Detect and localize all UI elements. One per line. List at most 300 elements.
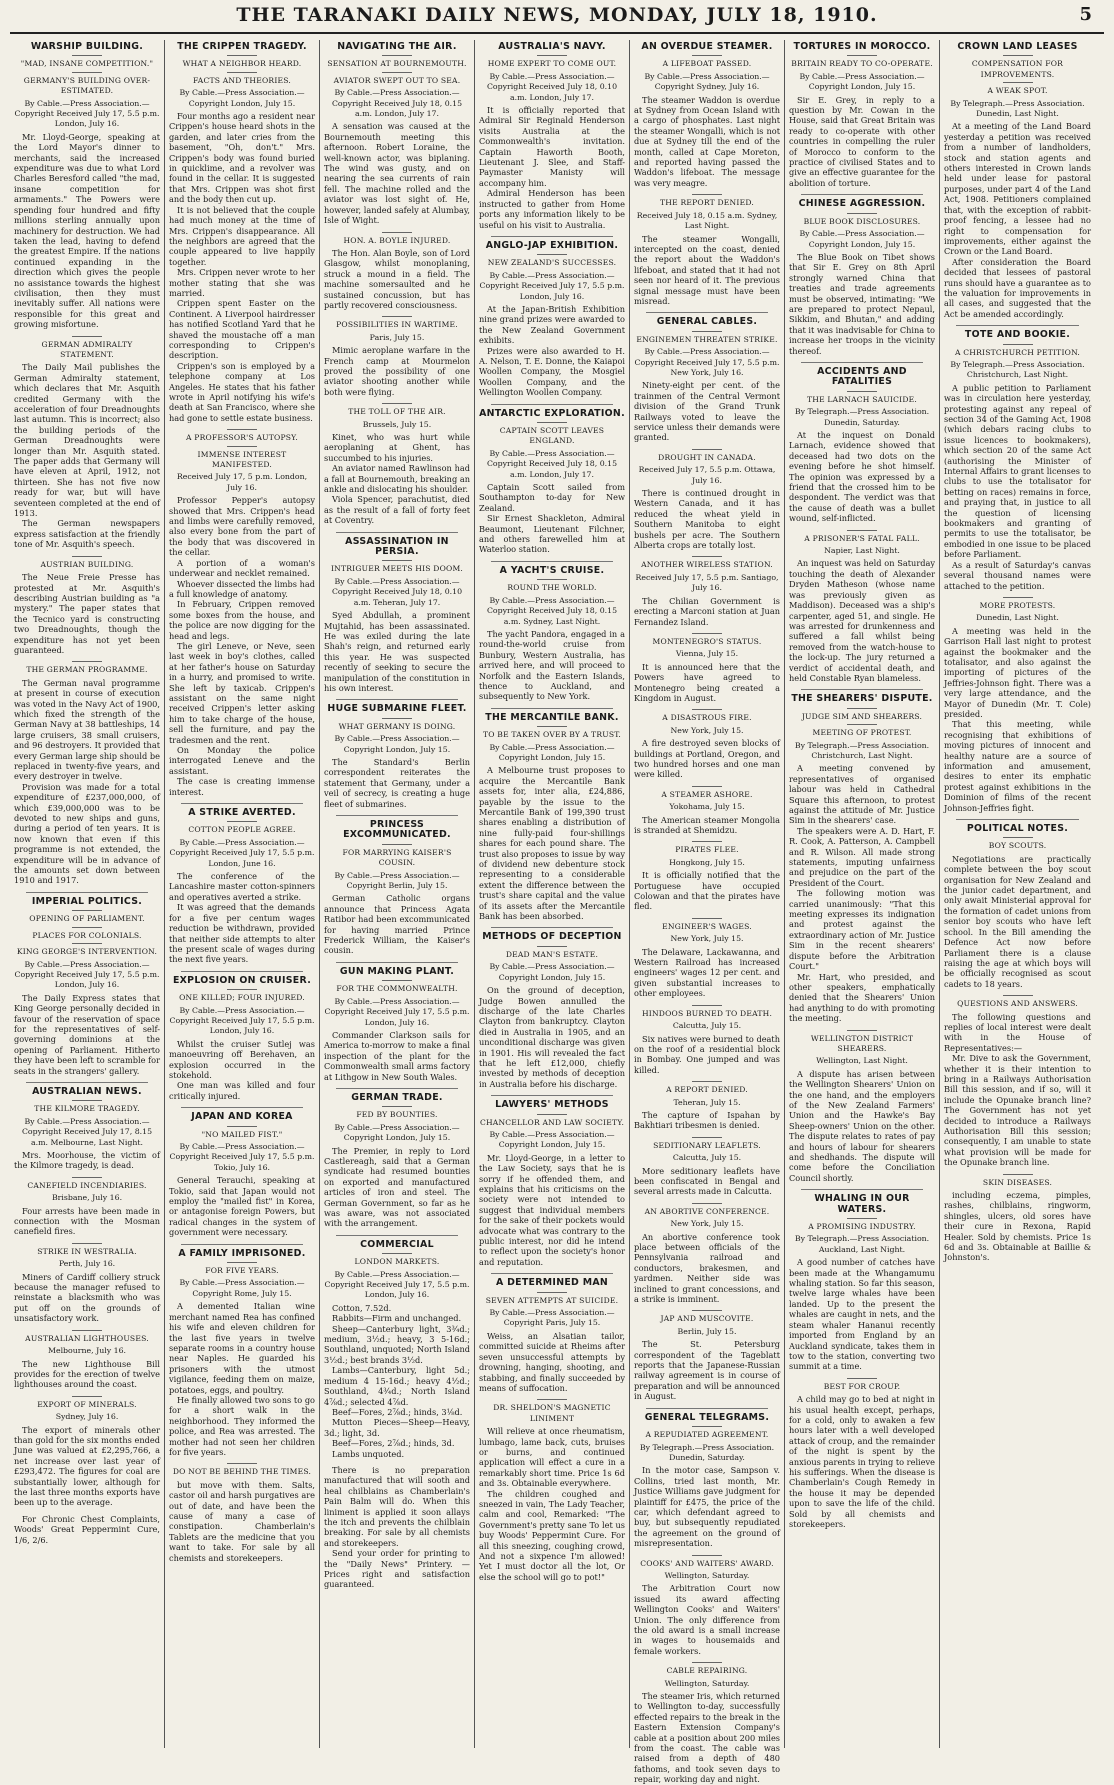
story-paragraph: A public petition to Parliament was in circulation here yesterday, protesting against any repeal of section 34 of the Gaming Act, 1908 (which debars racing clubs to issue licences to bookmakers), which section 20 of the same Act (authorising the Minister of Internal Affairs to grant licenses to clubs to use the totalisator for betting on races) remains in force, and praying that, in justice to all the question of licensing bookmakers and granting of permits to use the totalisator, be embodied in one issue to be placed before Parliament. — [944, 382, 1091, 560]
story-paragraph: Whilst the cruiser Sutlej was manoeuvring off Berehaven, an explosion occurred in the stokehold. — [169, 1038, 315, 1080]
story-paragraph: Sheep—Canterbury light, 3¾d.; medium, 3½d.; heavy, 3 5-16d.; Southland, unquoted; North Island 3½d.; best brands 3½d. — [324, 1323, 470, 1365]
story — [634, 918, 780, 999]
story — [324, 1235, 470, 1459]
story-paragraph: Six natives were burned to death on the roof of a residential block in Bombay. One jumped and was killed. — [634, 1033, 780, 1075]
story-dateline: By Telegraph.—Press Association. Christchurch, Last Night. — [950, 359, 1085, 380]
story-subheading: SEVEN ATTEMPTS AT SUICIDE. — [479, 1292, 625, 1306]
story-paragraph: The Standard's Berlin correspondent reiterates the statement that Germany, under a veil of secrecy, is creating a huge fleet of submarines. — [324, 756, 470, 809]
story-paragraph: German Catholic organs announce that Princess Agata Ratibor had been excommunicated for having married Prince Frederick William, the Kaiser's cousin. — [324, 893, 470, 956]
story-separator — [491, 404, 613, 405]
story-paragraph: The St. Petersburg correspondent of the Tageblatt reports that the Japanese-Russian railway agreement is in course of preparation and will be announced in August. — [634, 1339, 780, 1402]
story-paragraph: A Melbourne trust proposes to acquire the Mercantile Bank assets for, inter alia, £24,886, payable by the issue to the Mercantile Bank of 199,390 trust shares enabling a distribution of nine fully-paid four-shillings shares for each pound share. The trust also proposes to issue by way of dividend new debenture stock representing to a considerable extent the difference between the trust's share capital and the value of its assets after the Mercantile Bank has been absorbed. — [479, 765, 625, 922]
story-paragraph: including eczema, pimples, rashes, chilblains, ringworm, shingles, ulcers, old sores have their cure in Rexona, Rapid Healer. Sold by chemists. Price 1s 6d and 3s. Obtainable at Baillie & Johnston's. — [944, 1190, 1091, 1263]
story — [324, 42, 470, 226]
story — [14, 1396, 160, 1508]
column-6 — [785, 40, 940, 1748]
story — [789, 42, 935, 188]
story-separator — [491, 1273, 613, 1274]
story-paragraph: The conference of the Lancashire master cotton-spinners and operatives averted a strike. — [169, 871, 315, 902]
story-paragraph: The new Lighthouse Bill provides for the erection of twelve lighthouses around the coast. — [14, 1358, 160, 1390]
story — [944, 325, 1091, 591]
story — [169, 429, 315, 797]
story-dateline: By Cable.—Press Association.—Copyright Received July 17, 5.5 p.m. London, July 16. — [169, 1005, 315, 1036]
story — [789, 194, 935, 356]
story-paragraph: In February, Crippen removed some boxes from the house, and the police are now digging for the head and legs. — [169, 599, 315, 641]
story-headline: HUGE SUBMARINE FLEET. — [327, 703, 467, 715]
story-dateline: By Telegraph.—Press Association. Dunedin, Saturday. — [794, 407, 930, 427]
story — [14, 1177, 160, 1237]
story-paragraph: The steamer Iris, which returned to Wellington to-day, successfully effected repairs to the break in the Eastern Extension Company's cable at a position about 200 miles from the coast. The cable was raised from a depth of 480 fathoms, and took seven days to repair, working day and night. — [634, 1691, 780, 1785]
story-dateline: By Cable.—Press Association.—Copyright Received July 18, 0.10 a.m. London, July 17. — [486, 71, 618, 102]
story-paragraph: A meeting was held in the Garrison Hall last night to protest against the bookmaker and the totalisator, and also against the importing of pictures of the Jeffries-Johnson fight. There was a very large attendance, and the Mayor of Dunedin (Mr. T. Cole) presided. — [944, 625, 1091, 719]
story-dateline: Received July 17, 5.5 p.m. Ottawa, July 16. — [638, 465, 776, 485]
story-subheading: "MAD, INSANE COMPETITION." — [14, 55, 160, 69]
story-headline: LAWYERS' METHODS — [495, 1099, 609, 1111]
story-paragraph: The children coughed and sneezed in vain, The Lady Teacher, calm and cool, Remarked: "The Government's pretty sane To let us buy Woods' Peppermint Cure. For all this sneezing, coughing crowd, And not a sixpence I'm allowed! Yet I must doctor all the lot, Or else the school will go to pot!" — [479, 1488, 625, 1582]
story — [14, 1082, 160, 1171]
story-separator — [491, 236, 613, 237]
story-paragraph: Beef—Fores, 2⅞d.; hinds, 3d. — [332, 1438, 455, 1449]
page-number: 5 — [1079, 4, 1092, 25]
story-paragraph: Professor Pepper's autopsy showed that Mrs. Crippen's head and limbs were carefully removed, also every bone from the part of the body that was discovered in the cellar. — [169, 495, 315, 558]
story-paragraph: Will relieve at once rheumatism, lumbago, lame back, cuts, bruises or burns, and continued application will effect a cure in a remarkably short time. Price 1s 6d and 3s. Obtainable everywhere. — [479, 1426, 625, 1489]
story-headline: METHODS OF DECEPTION — [482, 931, 622, 943]
story-dateline: By Cable.—Press Association.—Copyright Received July 17, 5.5 p.m. London, June 16. — [169, 837, 315, 868]
story-headline: GERMAN TRADE. — [351, 1091, 443, 1103]
story-headline: A YACHT'S CRUISE. — [499, 564, 605, 576]
story — [634, 1005, 780, 1075]
story-paragraph: Weiss, an Alsatian tailor, committed suicide at Rheims after seven unsuccessful attempts by drowning, hanging, shooting, and stabbing, and finally succeeded by means of suffocation. — [479, 1330, 625, 1393]
story-subheading: A REPORT DENIED. — [634, 1081, 780, 1095]
story-subheading: AUSTRIAN BUILDING. — [14, 556, 160, 570]
story-separator — [336, 1235, 458, 1236]
story-subheading: A DISASTROUS FIRE. — [634, 709, 780, 723]
story-separator — [336, 532, 458, 533]
story-headline: EXPLOSION ON CRUISER. — [172, 974, 312, 986]
story-paragraph: The Premier, in reply to Lord Castlereagh, said that a German syndicate had resumed bounties on exported and manufactured articles of iron and steel. The German Government, so far as he was aware, was not associated with the arrangement. — [324, 1145, 470, 1229]
story-headline: AUSTRALIA'S NAVY. — [498, 41, 606, 52]
story-paragraph: A sensation was caused at the Bournemouth meeting this afternoon. Robert Loraine, the well-known actor, was biplaning. The wind was gusty, and on nearing the sea currents of rain fell. The machine rolled and the aviator was lost sight of. He, however, landed safely at Alumbay, Isle of Wight. — [324, 121, 470, 226]
story-subheading: MORE PROTESTS. — [944, 597, 1091, 611]
story-subheading: THE GERMAN PROGRAMME. — [14, 661, 160, 675]
story-subheading: THE TOLL OF THE AIR. — [324, 403, 470, 417]
story — [479, 1399, 625, 1582]
story-subheading: PIRATES FLEE. — [634, 841, 780, 855]
story-paragraph: The steamer Waddon is overdue at Sydney from Ocean Island with a cargo of phosphates. Last night the steamer Wongalli, which is not due at Sydney till the end of the month, called at Cape Moreton, and reported having passed the Waddon's lifeboat. The message was very meagre. — [634, 94, 780, 188]
story — [324, 403, 470, 525]
story-headline: WARSHIP BUILDING. — [30, 41, 144, 52]
story-subheading: BEST FOR CROUP. — [789, 1378, 935, 1392]
story-dateline: By Cable.—Press Association.—Copyright Berlin, July 15. — [334, 870, 460, 891]
story-subheading: SEDITIONARY LEAFLETS. — [634, 1137, 780, 1151]
story-dateline: By Cable.—Press Association.—Copyright London, July 15. — [489, 1129, 615, 1150]
story-subheading: HOME EXPERT TO COME OUT. — [479, 55, 625, 69]
story-subheading: FOR THE COMMONWEALTH. — [324, 980, 470, 994]
story-headline: THE CRIPPEN TRAGEDY. — [177, 41, 307, 52]
story-subheading: AVIATOR SWEPT OUT TO SEA. — [324, 72, 470, 86]
story-subheading: QUESTIONS AND ANSWERS. — [944, 995, 1091, 1009]
story — [634, 1555, 780, 1657]
story — [324, 1088, 470, 1229]
story-paragraph: Mr. Lloyd-George, speaking at the Lord Mayor's dinner to merchants, said the increased expenditure was due to what Lord Charles Beresford called "the mad, insane competition for armaments." The Powers were spending four hundred and fifty millions sterling annually upon machinery for destruction. We had taken the lead, having to defend the greatest Empire. If the nations continued expanding in the direction which gives the people no assistance towards the highest civilisation, then they must inevitably suffer. All nations were responsible for this great and growing misfortune. — [14, 131, 160, 330]
story-subheading: WHAT GERMANY IS DOING. — [324, 718, 470, 732]
story-dateline: By Cable.—Press Association.—Copyright London, July 15. — [489, 742, 615, 762]
story-paragraph: A good number of catches have been made at the Whangamumu whaling station. So far this season, twelve large whales have been landed. Up to the present the whales are caught in nets, and the steam whaler Hananui recently imported from England by an Auckland syndicate, takes them in tow to the station, converting two summit at a time. — [789, 1257, 935, 1372]
story-dateline: Berlin, July 15. — [677, 1326, 737, 1336]
story-subheading: ENGINEER'S WAGES. — [634, 918, 780, 932]
story-subheading: GERMANY'S BUILDING OVER-ESTIMATED. — [14, 72, 160, 97]
story-paragraph: The German naval programme at present in course of execution was voted in the Navy Act of 1900, which fixed the strength of the German Navy at 38 battleships, 14 large cruisers, 38 small cruisers, and 96 destroyers. It provided that every German large ship should be replaced in twenty-five years, and every destroyer in twelve. — [14, 677, 160, 782]
story-subheading: HINDOOS BURNED TO DEATH. — [634, 1005, 780, 1019]
story-dateline: Received July 17, 5.5 p.m. Santiago, July 16. — [635, 572, 779, 593]
story-paragraph: Mr. Dive to ask the Government, whether it is their intention to bring in a Railways Authorisation Bill this session, and if so, will it include the Opunake branch line? The Government has not yet decided to introduce a Railways Authorisation Bill this session; consequently, I am unable to state what provision will be made for the Opunake branch line. — [944, 1053, 1091, 1168]
story-paragraph: Viola Spencer, parachutist, died as the result of a fall of forty feet at Coventry. — [324, 494, 470, 526]
story-paragraph: Mr. Hart, who presided, and other speakers, emphatically denied that the Shearers' Union had anything to do with promoting the meeting. — [789, 971, 935, 1024]
story-dateline: New York, July 15. — [670, 934, 744, 944]
story-subheading: HON. A. BOYLE INJURED. — [324, 232, 470, 246]
story-headline: A DETERMINED MAN — [495, 1277, 609, 1289]
story — [169, 1463, 315, 1563]
story — [169, 1244, 315, 1458]
story-paragraph: Provision was made for a total expenditure of £237,000,000, of which £39,000,000 was to be devoted to new ships and guns, during a period of ten years. It is now known that even if this programme is not extended, the expenditure will be in advance of the amounts set down between 1910 and 1917. — [14, 781, 160, 886]
story-subheading: FOR MARRYING KAISER'S COUSIN. — [324, 844, 470, 869]
story-paragraph: It is officially notified that the Portuguese have occupied Colowan and that the pirates have fled. — [634, 870, 780, 912]
story-separator — [336, 962, 458, 963]
story-subheading: BLUE BOOK DISCLOSURES. — [789, 213, 935, 227]
story-dateline: Received July 18, 0.15 a.m. Sydney, Last Night. — [636, 210, 778, 231]
story-dateline: Yokohama, July 15. — [669, 802, 745, 812]
story-paragraph: A child may go to bed at night in his usual health except, perhaps, for a cold, only to awaken a few hours later with a well developed attack of croup, and the remainder of the night is spent by the anxious parents in trying to relieve his sufferings. When the disease is Chamberlain's Cough Remedy in the house it may be depended upon to save the life of the child. Sold by all chemists and storekeepers. — [789, 1394, 935, 1529]
story — [634, 312, 780, 442]
story-dateline: New York, July 15. — [670, 1219, 744, 1229]
story — [169, 42, 315, 423]
story — [634, 1662, 780, 1784]
story-subheading: A PROFESSOR'S AUTOPSY. — [169, 429, 315, 443]
story-subheading: EXPORT OF MINERALS. — [14, 1396, 160, 1410]
story-dateline: By Cable.—Press Association.—Copyright Received July 17, 5.5 p.m. New York, July 16. — [634, 347, 780, 377]
story-paragraph: The Delaware, Lackawanna, and Western Railroad has increased engineers' wages 12 per cent. and given substantial increases to other employees. — [634, 946, 780, 999]
story-paragraph: The Daily Mail publishes the German Admiralty statement, which declares that Mr. Asquith credited Germany with the acceleration of four Dreadnoughts last autumn. This is incorrect; also the building periods of the German Dreadnoughts were longer than Mr. Asquith stated. The paper adds that Germany will have eleven at April, 1912, not thirteen. She has not five now ready for war, but will have seventeen completed at the end of 1913. — [14, 362, 160, 519]
story-subheading: COTTON PEOPLE AGREE. — [169, 821, 315, 835]
story-subheading: FED BY BOUNTIES. — [324, 1106, 470, 1120]
story-headline: ACCIDENTS AND FATALITIES — [817, 365, 907, 388]
story-subheading: CANEFIELD INCENDIARIES. — [14, 1177, 160, 1191]
story-separator — [181, 1107, 303, 1108]
story-subheading: DEAD MAN'S ESTATE. — [479, 946, 625, 960]
story-paragraph: The Daily Express states that King George personally decided in favour of the reservation of space for the representatives of self-governing dominions at the opening of Parliament. Hitherto they have been left to scramble for seats in the strangers' gallery. — [14, 992, 160, 1076]
story-separator — [336, 699, 458, 700]
story-dateline: By Cable.—Press Association.—Copyright London, July 15. — [489, 962, 615, 982]
story — [479, 42, 625, 230]
story-paragraph: An abortive conference took place between officials of the Pennsylvania railroad and conductors, brakesmen, and yardmen. Neither side was inclined to grant concessions, and a strike is imminent. — [634, 1231, 780, 1305]
story-separator — [801, 194, 923, 195]
story-subheading: ONE KILLED; FOUR INJURED. — [169, 989, 315, 1003]
story-paragraph: Mutton Pieces—Sheep—Heavy, 3d.; light, 3d. — [324, 1417, 470, 1438]
story-dateline: By Cable.—Press Association.—Copyright Received July 17, 5.5 p.m. London, July 16. — [14, 959, 160, 990]
story-headline: GENERAL TELEGRAMS. — [644, 1411, 770, 1423]
story-dateline: By Cable.—Press Association.—Copyright London, July 15. — [799, 71, 925, 92]
story-subheading: COMPENSATION FOR IMPROVEMENTS. — [944, 55, 1091, 80]
story-headline: POLITICAL NOTES. — [966, 823, 1069, 835]
story-separator — [336, 1088, 458, 1089]
story-separator — [801, 1189, 923, 1190]
story — [14, 556, 160, 656]
story-paragraph: Sir Ernest Shackleton, Admiral Beaumont, Lieutenant Filchner, and others farewelled him at Waterloo station. — [479, 513, 625, 555]
story — [324, 316, 470, 397]
story-dateline: By Cable.—Press Association.—Copyright London, July 15. — [799, 229, 925, 249]
story-subheading: TO BE TAKEN OVER BY A TRUST. — [479, 726, 625, 740]
story — [634, 841, 780, 911]
story-paragraph: Four arrests have been made in connection with the Mosman canefield fires. — [14, 1205, 160, 1237]
story-subheading: GERMAN ADMIRALTY STATEMENT. — [14, 336, 160, 361]
story-separator — [801, 362, 923, 363]
story-paragraph: The Hon. Alan Boyle, son of Lord Glasgow, whilst monoplaning, struck a mound in a field. The machine somersaulted and he sustained concussion, but has partly recovered consciousness. — [324, 247, 470, 310]
story-headline: JAPAN AND KOREA — [191, 1111, 293, 1123]
story-paragraph: The Neue Freie Presse has protested at Mr. Asquith's describing Austrian building as "a mystery." The paper states that the Tecnico yard is constructing two Dreadnoughts, though the expenditure has not yet been guaranteed. — [14, 572, 160, 655]
story-subheading: A LIFEBOAT PASSED. — [634, 55, 780, 69]
story-subheading: DROUGHT IN CANADA. — [634, 449, 780, 463]
story — [789, 1189, 935, 1372]
story — [944, 819, 1091, 989]
story-separator — [646, 1408, 768, 1409]
story-paragraph: It is officially reported that Admiral Sir Reginald Henderson visits Australia at the Commonwealth's invitation. Captain Haworth Booth, Lieutenant J. Slee, and Staff-Paymaster Manisty will accompany him. — [479, 105, 625, 188]
story — [789, 1030, 935, 1184]
story-subheading: LONDON MARKETS. — [324, 1253, 470, 1267]
story-subheading: CHANCELLOR AND LAW SOCIETY. — [479, 1114, 625, 1128]
story — [944, 1174, 1091, 1263]
story-paragraph: An inquest was held on Saturday touching the death of Alexander Dryden Matheson (whose name was previously given as Maddison). Deceased was a ship's carpenter, aged 51, and single. He was arrested for drunkenness and suffered a fall whilst being removed from the watch-house to the lock-up. The jury returned a verdict of accidental death, and held Constable Ryan blameless. — [789, 558, 935, 683]
story-paragraph: On Monday the police interrogated Leneve and the assistant. — [169, 745, 315, 776]
story — [634, 1081, 780, 1131]
story — [789, 689, 935, 1023]
story-headline: THE MERCANTILE BANK. — [485, 711, 619, 723]
story-separator — [491, 708, 613, 709]
story-headline: CROWN LAND LEASES — [957, 41, 1078, 52]
story-subheading: DR. SHELDON'S MAGNETIC LINIMENT — [479, 1399, 625, 1424]
story — [789, 530, 935, 684]
story-separator — [491, 1095, 613, 1096]
story-paragraph: The export of minerals other than gold for the six months ended June was valued at £2,295,766, a net increase over last year of £293,472. The figures for coal are substantially lower, although for the last three months exports have been up to the average. — [14, 1424, 160, 1508]
story-paragraph: The American steamer Mongolia is stranded at Shemidzu. — [634, 814, 780, 835]
story-paragraph: A dispute has arisen between the Wellington Shearers' Union on the one hand, and the employers of the New Zealand Farmers' Union and the Hawke's Bay Sheep-owners' Union on the other. The dispute relates to rates of pay and hours of labour for shearers and shedhands. The dispute will come before the Conciliation Council shortly. — [789, 1068, 935, 1183]
story-paragraph: The German newspapers express satisfaction at the friendly tone of Mr. Asquith's speech. — [14, 518, 160, 550]
story-dateline: By Cable.—Press Association.—Copyright Received July 17, 5.5 p.m. London, July 16. — [324, 1269, 470, 1300]
story-subheading: ENGINEMEN THREATEN STRIKE. — [634, 331, 780, 345]
story-headline: WHALING IN OUR WATERS. — [814, 1193, 910, 1215]
story-headline: GUN MAKING PLANT. — [339, 965, 455, 977]
story-separator — [491, 927, 613, 928]
story — [324, 962, 470, 1082]
story-paragraph: At the Japan-British Exhibition nine grand prizes were awarded to the New Zealand Government exhibits. — [479, 303, 625, 346]
story-paragraph: The Chilian Government is erecting a Marconi station at Juan Fernandez Island. — [634, 595, 780, 627]
story-subheading: CAPTAIN SCOTT LEAVES ENGLAND. — [479, 422, 625, 447]
story-separator — [956, 819, 1079, 820]
story-paragraph: He finally allowed two sons to go for a short walk in the neighborhood. They informed the police, and Rea was arrested. The mother had not seen her children for five years. — [169, 1394, 315, 1457]
story-dateline: By Cable.—Press Association.—Copyright Received July 17, 5.5 p.m. London, July 16. — [479, 270, 625, 301]
story-paragraph: The yacht Pandora, engaged in a round-the-world cruise from Bunbury, Western Australia, has arrived here, and will proceed to Norfolk and the Eastern Islands, thence to Auckland, and subsequently to New York. — [479, 628, 625, 702]
story-paragraph: Negotiations are practically complete between the boy scout organisation for New Zealand and the junior cadet department, and only await Ministerial approval for the formation of cadet unions from senior boy scouts who have left school. In the Bill amending the Defence Act now before Parliament there is a clause raising the age at which boys will be officially recognised as scout cadets to 18 years. — [944, 853, 1091, 989]
story-paragraph: The speakers were A. D. Hart, F. R. Cook, A. Patterson, A. Campbell and R. Wilson. All made strong statements, imputing unfairness and prejudice on the part of the President of the Court. — [789, 825, 935, 888]
story-paragraph: The capture of Ispahan by Bakhtiari tribesmen is denied. — [634, 1109, 780, 1131]
story-subheading: A PRISONER'S FATAL FALL. — [789, 530, 935, 544]
story-subheading: ROUND THE WORLD. — [479, 579, 625, 593]
story-dateline: By Cable.—Press Association.—Copyright Paris, July 15. — [489, 1308, 615, 1328]
story — [14, 336, 160, 550]
story-paragraph: Lambs—Canterbury, light 5d.; medium 4 15-16d.; heavy 4½d.; Southland, 4¾d.; North Island 4⅞d.; selected 4⅞d. — [324, 1365, 470, 1407]
story-subheading: SENSATION AT BOURNEMOUTH. — [324, 55, 470, 69]
story-dateline: Perth, July 16. — [58, 1259, 116, 1269]
story-paragraph: A portion of a woman's underwear and necklet remained. — [169, 557, 315, 579]
story-paragraph: Mrs. Crippen never wrote to her mother stating that she was married. — [169, 267, 315, 298]
story-paragraph: An aviator named Rawlinson had a fall at Bournemouth, breaking an ankle and dislocating his shoulder. — [324, 463, 470, 495]
column-4 — [475, 40, 630, 1748]
story-paragraph: Commander Clarkson sails for America to-morrow to make a final inspection of the plant for the Commonwealth small arms factory at Lithgow in New South Wales. — [324, 1029, 470, 1082]
story — [634, 449, 780, 551]
story-paragraph: A fire destroyed seven blocks of buildings at Portland, Oregon, and two hundred horses and one man were killed. — [634, 738, 780, 780]
story-paragraph: Admiral Henderson has been instructed to gather from Home ports any information likely to be useful on his visit to Australia. — [479, 188, 625, 230]
story-dateline: By Cable.—Press Association.—Copyright London, July 15. — [334, 1122, 460, 1143]
story-paragraph: Captain Scott sailed from Southampton to-day for New Zealand. — [479, 482, 625, 513]
story-paragraph: Miners of Cardiff colliery struck because the manager refused to reinstate a blacksmith who was put off on the grounds of unsatisfactory work. — [14, 1271, 160, 1324]
story — [634, 1137, 780, 1197]
story — [324, 232, 470, 311]
story-paragraph: For Chronic Chest Complaints, Woods' Great Peppermint Cure, 1/6, 2/6. — [14, 1513, 160, 1545]
story — [634, 709, 780, 779]
story-dateline: By Telegraph.—Press Association. Dunedin, Last Night. — [950, 98, 1085, 119]
story-separator — [956, 325, 1079, 326]
story-subheading: A REPUDIATED AGREEMENT. — [634, 1426, 780, 1440]
story-paragraph: One man was killed and four critically injured. — [169, 1080, 315, 1101]
story — [789, 362, 935, 524]
story-paragraph: Four months ago a resident near Crippen's house heard shots in the garden, and later cries from the basement, "Oh, don't." Mrs. Crippen's body was found buried in quicklime, and a revolver was found in the cellar. It is suggested that Mrs. Crippen was shot first and the body then cut up. — [169, 111, 315, 205]
story-paragraph: Mrs. Moorhouse, the victim of the Kilmore tragedy, is dead. — [14, 1150, 160, 1171]
story-dateline: By Cable.—Press Association.—Copyright Received July 17, 5.5 p.m. London, July 16. — [324, 996, 470, 1027]
story — [14, 661, 160, 886]
story-dateline: By Cable.—Press Association.—Copyright Received July 18, 0.15 a.m. London, July 17. — [331, 88, 463, 119]
story — [14, 1330, 160, 1390]
story-headline: ANGLO-JAP EXHIBITION. — [485, 239, 619, 251]
story — [324, 532, 470, 694]
story-paragraph: Crippen spent Easter on the Continent. A Liverpool hairdresser has notified Scotland Yard that he shaved the moustache off a man corresponding to Crippen's description. — [169, 298, 315, 361]
story-headline: GENERAL CABLES. — [656, 316, 758, 328]
story-paragraph: Ninety-eight per cent. of the trainmen of the Central Vermont division of the Grand Trunk Railways voted to leave the service unless their demands were granted. — [634, 380, 780, 443]
story-dateline: By Cable.—Press Association.—Copyright Received July 17, 5.5 p.m. Tokio, July 16. — [169, 1142, 315, 1172]
story-subheading: A CHRISTCHURCH PETITION. — [944, 344, 1091, 358]
story-paragraph: A meeting convened by representatives of organised labour was held in Cathedral Square this afternoon, to protest against the attitude of Mr. Justice Sim in the shearers' case. — [789, 763, 935, 826]
story — [324, 815, 470, 956]
story-subheading: DO NOT BE BEHIND THE TIMES. — [169, 1463, 315, 1477]
story-dateline: New York, July 15. — [670, 725, 744, 735]
column-7 — [940, 40, 1095, 1748]
story-paragraph: Beef—Fores, 2⅞d.; hinds, 3⅛d. — [332, 1406, 463, 1417]
story-headline: TOTE AND BOOKIE. — [964, 329, 1071, 341]
story-dateline: By Cable.—Press Association.—Copyright Received July 18, 0.15 a.m. London, July 17. — [486, 448, 618, 479]
story-dateline: By Cable.—Press Association.—Copyright Received July 17, 8.15 a.m. Melbourne, Last Night. — [21, 1116, 153, 1147]
story — [634, 1408, 780, 1549]
story — [169, 803, 315, 965]
story-separator — [646, 312, 768, 313]
story-separator — [336, 815, 458, 816]
story — [479, 708, 625, 922]
story-separator — [181, 1244, 303, 1245]
story-dateline: Melbourne, July 16. — [47, 1346, 127, 1356]
story-subheading: CABLE REPAIRING. — [634, 1662, 780, 1676]
story-paragraph: As a result of Saturday's canvas several thousand names were attached to the petition. — [944, 559, 1091, 591]
story-headline: ANTARCTIC EXPLORATION. — [479, 407, 625, 419]
story-headline: AUSTRALIAN NEWS. — [32, 1085, 142, 1097]
story-subheading: COOKS' AND WAITERS' AWARD. — [634, 1555, 780, 1569]
story-dateline: By Cable.—Press Association.—Copyright Received July 17, 5.5 p.m. London, July 16. — [14, 98, 160, 129]
story-subheading: NEW ZEALAND'S SUCCESSES. — [479, 254, 625, 268]
story-headline: TORTURES IN MOROCCO. — [793, 41, 931, 52]
story-headline: IMPERIAL POLITICS. — [31, 895, 143, 907]
story-dateline: By Cable.—Press Association.—Copyright London, July 15. — [334, 734, 460, 754]
story — [14, 892, 160, 1076]
story-subheading: MONTENEGRO'S STATUS. — [634, 633, 780, 647]
story-paragraph: Kinet, who was hurt while aeroplaning at Ghent, has succumbed to his injuries. — [324, 432, 470, 463]
story-paragraph: Crippen's son is employed by a telephone company at Los Angeles. He states that his father wrote in April notifying his wife's death at San Francisco, where she had gone to settle estate business. — [169, 360, 315, 423]
story-dateline: By Cable.—Press Association.—Copyright Received July 18, 0.10 a.m. Teheran, July 17. — [331, 576, 463, 607]
story-dateline: Dunedin, Last Night. — [976, 613, 1059, 623]
story — [479, 561, 625, 702]
story-paragraph: It is not believed that the couple had much money at the time of Mrs. Crippen's disappearance. All the neighbors are agreed that the couple appeared to live happily together. — [169, 204, 315, 267]
story — [634, 42, 780, 188]
story-dateline: Wellington, Saturday. — [664, 1570, 750, 1580]
column-3 — [320, 40, 475, 1748]
story-dateline: By Cable.—Press Association.—Copyright Rome, July 15. — [179, 1278, 305, 1298]
story — [634, 556, 780, 626]
story-subheading: KING GEORGE'S INTERVENTION. — [14, 943, 160, 957]
story-subheading: A STEAMER ASHORE. — [634, 786, 780, 800]
story — [479, 927, 625, 1089]
story-subheading: FOR FIVE YEARS. — [169, 1262, 315, 1276]
story-dateline: Hongkong, July 15. — [669, 857, 745, 867]
story-subheading: WELLINGTON DISTRICT SHEARERS. — [789, 1030, 935, 1055]
story-separator — [26, 1082, 148, 1083]
story-paragraph: The steamer Wongalli, intercepted on the coast, denied the report about the Waddon's lifeboat, and stated that it had not seen nor heard of it. The previous signal message must have been misread. — [634, 233, 780, 306]
story-separator — [491, 561, 613, 562]
story-paragraph: At the inquest on Donald Larnach, evidence showed that deceased had two dots on the evening before he shot himself. The opinion was expressed by a friend that the crossed him to be despondent. The verdict was that the cause of death was a bullet wound, self-inflicted. — [789, 430, 935, 524]
story — [14, 42, 160, 330]
story-subheading: JAP AND MUSCOVITE. — [634, 1310, 780, 1324]
story — [944, 597, 1091, 813]
story-paragraph: The following motion was carried unanimously: "That this meeting expresses its indignation and protest against the extraordinary action of Mr. Justice Sim in the recent shearers' dispute before the Arbitration Court." — [789, 888, 935, 972]
story-paragraph: Whoever dissected the limbs had a full knowledge of anatomy. — [169, 578, 315, 599]
story-dateline: Vienna, July 15. — [675, 649, 739, 659]
column-2 — [165, 40, 320, 1748]
story-paragraph: It was agreed that the demands for a five per centum wages reduction be withdrawn, provided that neither side attempts to alter the present scale of wages during the next five years. — [169, 902, 315, 965]
story-paragraph: The girl Leneve, or Neve, seen last week in boy's clothes, called at her father's house on Saturday in a hurry, and promised to write. She left by taxicab. Crippen's assistant on the same night received Crippen's letter asking him to take charge of the house, sell the furniture, and pay the tradesmen and the rent. — [169, 640, 315, 745]
story — [634, 786, 780, 836]
story-paragraph: but move with them. Salts, castor oil and harsh purgatives are out of date, and have been the cause of many a case of constipation. Chamberlain's Tablets are the medicine that you want to take. For sale by all chemists and storekeepers. — [169, 1479, 315, 1563]
story-dateline: Wellington, Last Night. — [816, 1056, 908, 1066]
story-subheading: OPENING OF PARLIAMENT. — [14, 910, 160, 924]
story-dateline: Paris, July 15. — [369, 332, 425, 342]
story-dateline: By Cable.—Press Association.—Copyright Sydney, July 16. — [644, 71, 770, 92]
story-paragraph: The case is creating immense interest. — [169, 776, 315, 797]
story-headline: NAVIGATING THE AIR. — [337, 41, 457, 52]
story-paragraph: Send your order for printing to the "Daily News" Printery. — Prices right and satisfaction guaranteed. — [324, 1548, 470, 1590]
story — [479, 236, 625, 398]
story — [324, 699, 470, 809]
story-subheading: AN ABORTIVE CONFERENCE. — [634, 1203, 780, 1217]
story — [789, 1378, 935, 1530]
story-paragraph: More seditionary leaflets have been confiscated in Bengal and several arrests made in Calcutta. — [634, 1165, 780, 1197]
story-paragraph: It is announced here that the Powers have agreed to Montenegro being created a Kingdom in August. — [634, 661, 780, 703]
story — [634, 1203, 780, 1305]
column-1 — [10, 40, 165, 1748]
story-paragraph: A demented Italian wine merchant named Rea has confined his wife and eleven children for the last five years in twelve separate rooms in a country house near Naples. He guarded his prisoners with the utmost vigilance, feeding them on maize, potatoes, eggs, and poultry. — [169, 1301, 315, 1395]
